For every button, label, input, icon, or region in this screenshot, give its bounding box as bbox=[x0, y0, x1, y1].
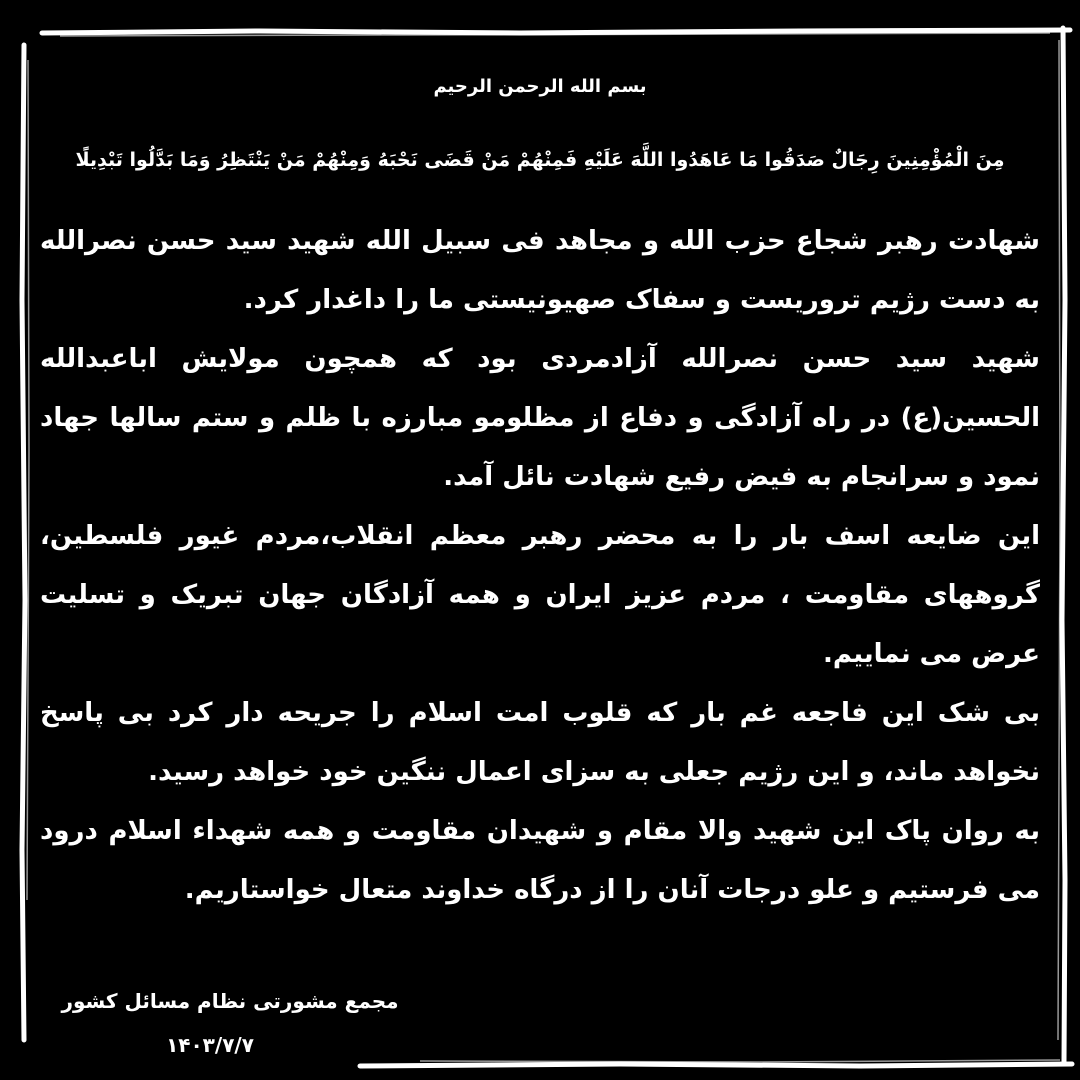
statement-paragraph: شهادت رهبر شجاع حزب الله و مجاهد فی سبیل الله شهید سید حسن نصرالله به دست رژیم تروریست و سفاک صهیونیستی ما را داغدار کرد. bbox=[40, 226, 1040, 315]
frame-top-line-brush bbox=[60, 33, 1050, 36]
statement-body bbox=[40, 212, 1040, 920]
quran-verse: مِنَ الْمُؤْمِنِينَ رِجَالٌ صَدَقُوا مَا عَاهَدُوا اللَّهَ عَلَيْهِ فَمِنْهُمْ مَنْ قَضَى نَحْبَهُ وَمِنْهُمْ مَنْ يَنْتَظِرُ وَمَا بَدَّلُوا تَبْدِيلًا bbox=[75, 149, 1005, 171]
statement-paragraph: به روان پاک این شهید والا مقام و شهیدان مقاومت و همه شهداء اسلام درود می فرستیم و علو درجات آنان را از درگاه خداوند متعال خواستاریم. bbox=[40, 816, 1040, 905]
frame-bottom-line bbox=[360, 1064, 1072, 1066]
frame-bottom-line-brush bbox=[420, 1060, 1060, 1062]
frame-left-line-brush bbox=[27, 60, 29, 900]
statement-paragraph: بی شک این فاجعه غم بار که قلوب امت اسلام را جریحه دار کرد بی پاسخ نخواهد ماند، و این رژیم جعلی به سزای اعمال ننگین خود خواهد رسید. bbox=[40, 698, 1040, 787]
frame-left-line bbox=[22, 45, 25, 1040]
frame-right-line bbox=[1062, 28, 1065, 1062]
statement-paragraph: این ضایعه اسف بار را به محضر رهبر معظم انقلاب،مردم غیور فلسطین، گروههای مقاومت ، مردم عزیز ایران و همه آزادگان جهان تبریک و تسلیت عرض می نماییم. bbox=[40, 521, 1040, 669]
signature-organization: مجمع مشورتی نظام مسائل کشور bbox=[61, 989, 399, 1013]
signature-date: ۱۴۰۳/۷/۷ bbox=[166, 1033, 254, 1057]
basmala-heading: بسم الله الرحمن الرحيم bbox=[433, 76, 647, 97]
frame-top-line bbox=[42, 30, 1070, 33]
frame-right-line-brush bbox=[1058, 40, 1060, 1040]
statement-paragraph: شهید سید حسن نصرالله آزادمردی بود که همچون مولایش اباعبدالله الحسین(ع) در راه آزادگی و دفاع از مظلومو مبارزه با ظلم و ستم سالها جهاد نمود و سرانجام به فیض رفیع شهادت نائل آمد. bbox=[40, 344, 1040, 492]
